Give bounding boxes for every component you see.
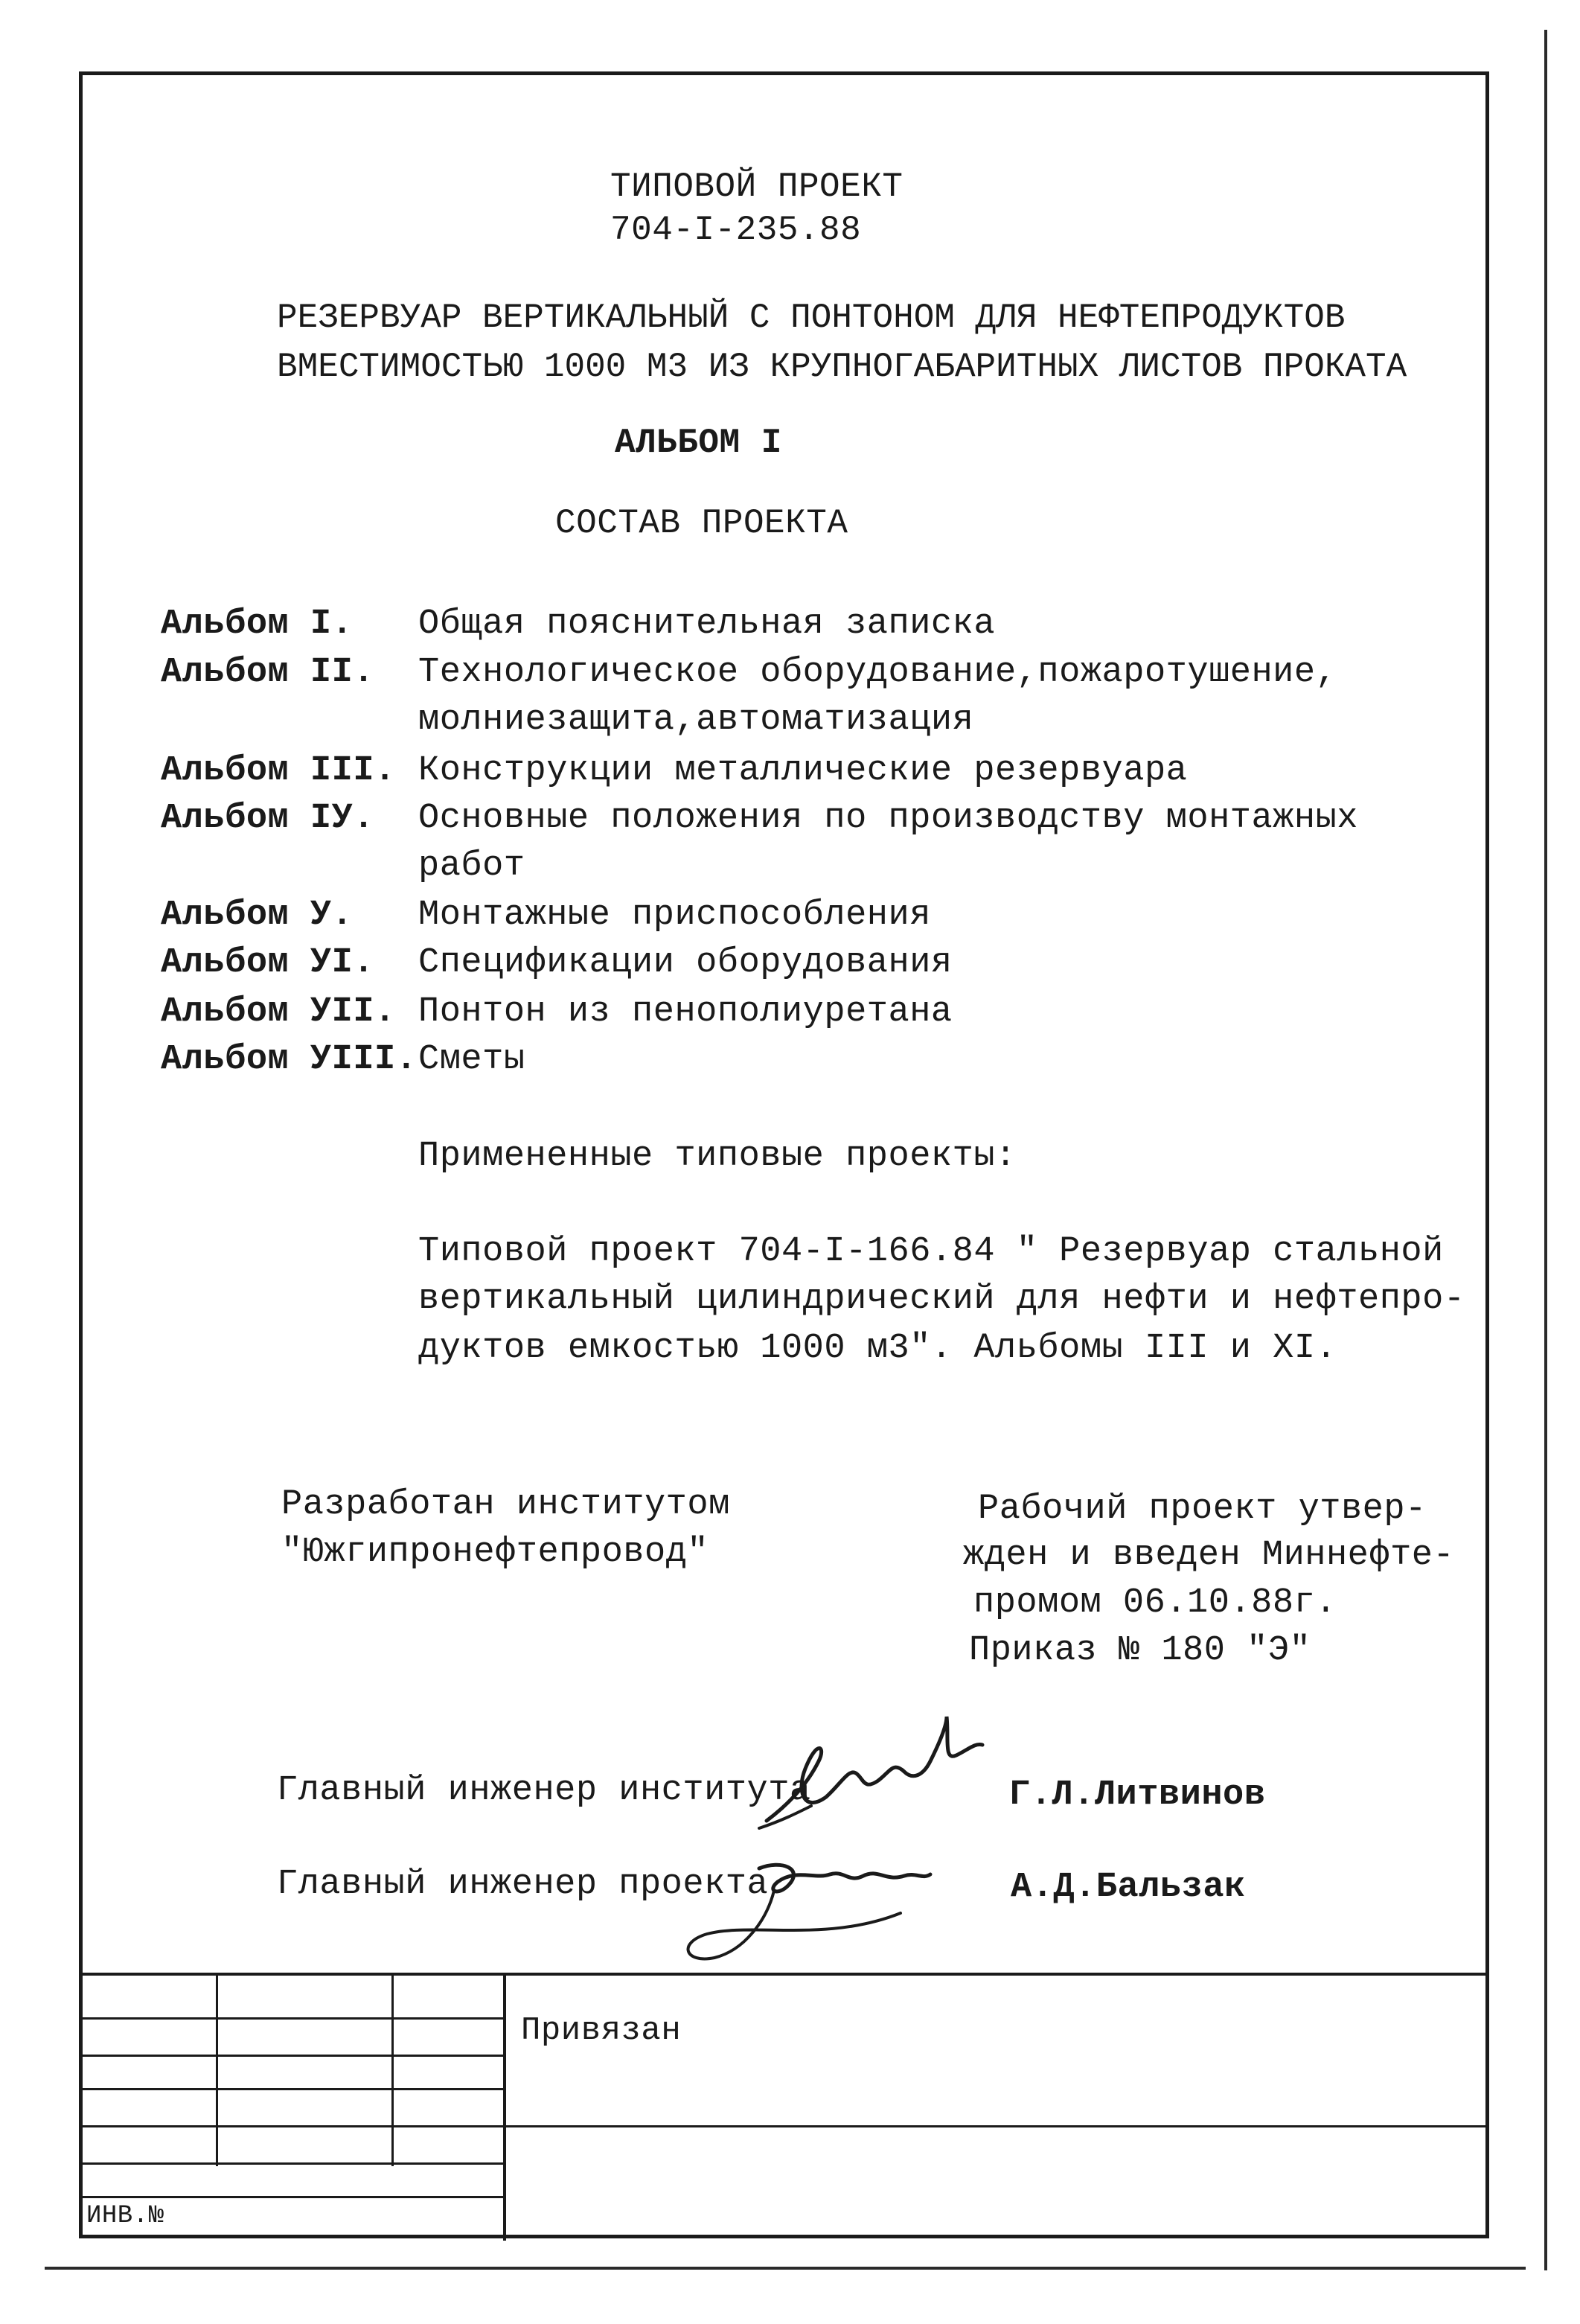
title-line1: РЕЗЕРВУАР ВЕРТИКАЛЬНЫЙ С ПОНТОНОМ ДЛЯ НЕФТЕПРОДУКТОВ bbox=[277, 299, 1346, 337]
album-label-2: Альбом II. bbox=[161, 653, 375, 692]
project-number: 704-I-235.88 bbox=[610, 211, 862, 249]
chief-engineer-institute-label: Главный инженер института bbox=[277, 1771, 811, 1810]
stamp-bound-label: Привязан bbox=[521, 2012, 682, 2049]
album-desc-5: Монтажные приспособления bbox=[418, 896, 931, 935]
signature-litvinov bbox=[752, 1709, 1027, 1843]
album-label-6: Альбом УI. bbox=[161, 943, 375, 983]
album-label: АЛЬБОМ I bbox=[615, 424, 782, 462]
composition-title: СОСТАВ ПРОЕКТА bbox=[555, 504, 848, 543]
album-label-7: Альбом УII. bbox=[161, 992, 396, 1032]
album-desc-3: Конструкции металлические резервуара bbox=[418, 751, 1188, 791]
album-label-3: Альбом III. bbox=[161, 751, 396, 791]
album-desc-2a: Технологическое оборудование,пожаротушение, bbox=[418, 653, 1337, 692]
album-label-1: Альбом I. bbox=[161, 604, 354, 644]
album-desc-6: Спецификации оборудования bbox=[418, 943, 953, 983]
applied-heading: Примененные типовые проекты: bbox=[418, 1137, 1017, 1176]
stamp-inventory-label: ИНВ.№ bbox=[86, 2202, 164, 2230]
approval-line3: промом 06.10.88г. bbox=[973, 1583, 1337, 1623]
approval-line1: Рабочий проект утвер- bbox=[978, 1490, 1427, 1529]
applied-line2: вертикальный цилиндрический для нефти и нефтепро- bbox=[418, 1280, 1465, 1319]
developer-line1: Разработан институтом bbox=[281, 1485, 730, 1525]
sheet-edge-bottom bbox=[45, 2267, 1526, 2270]
album-label-4: Альбом IУ. bbox=[161, 799, 375, 838]
header-line1: ТИПОВОЙ ПРОЕКТ bbox=[610, 167, 903, 206]
approval-line4: Приказ № 180 "Э" bbox=[969, 1631, 1311, 1670]
signature-balzak bbox=[655, 1839, 997, 1973]
chief-engineer-institute-name: Г.Л.Литвинов bbox=[1009, 1775, 1266, 1815]
applied-line1: Типовой проект 704-I-166.84 " Резервуар стальной bbox=[418, 1232, 1444, 1271]
album-desc-4b: работ bbox=[418, 846, 525, 886]
album-desc-7: Понтон из пенополиуретана bbox=[418, 992, 953, 1032]
album-desc-8: Сметы bbox=[418, 1040, 525, 1079]
applied-line3: дуктов емкостью 1000 м3". Альбомы III и XI. bbox=[418, 1329, 1337, 1368]
chief-engineer-project-label: Главный инженер проекта bbox=[277, 1865, 769, 1904]
sheet-edge-right bbox=[1544, 30, 1547, 2270]
title-line2: ВМЕСТИМОСТЬЮ 1000 М3 ИЗ КРУПНОГАБАРИТНЫХ ЛИСТОВ ПРОКАТА bbox=[277, 348, 1407, 386]
album-label-5: Альбом У. bbox=[161, 896, 354, 935]
album-desc-1: Общая пояснительная записка bbox=[418, 604, 996, 644]
album-label-8: Альбом УIII. bbox=[161, 1040, 418, 1079]
album-desc-2b: молниезащита,автоматизация bbox=[418, 700, 974, 740]
chief-engineer-project-name: А.Д.Бальзак bbox=[1011, 1868, 1246, 1907]
album-desc-4a: Основные положения по производству монтажных bbox=[418, 799, 1359, 838]
approval-line2: жден и введен Миннефте- bbox=[963, 1536, 1455, 1575]
developer-line2: "Южгипронефтепровод" bbox=[281, 1533, 709, 1572]
